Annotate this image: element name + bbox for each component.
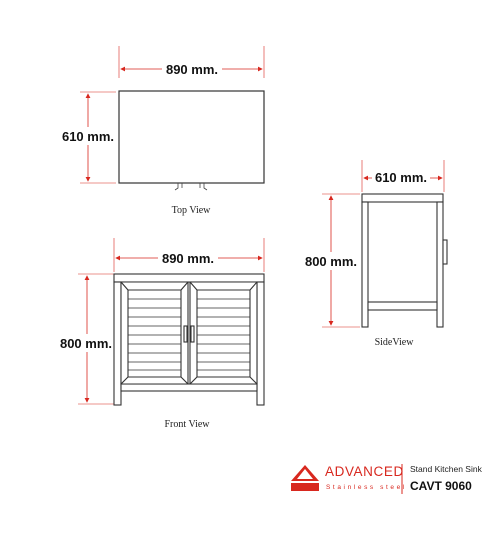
product-model: CAVT 9060 — [410, 479, 472, 493]
top-view-width-label: 890 mm. — [165, 62, 219, 77]
top-view-depth-label: 610 mm. — [61, 129, 115, 144]
left-door-louvers — [128, 299, 181, 370]
top-view-faucet-icon — [175, 183, 207, 190]
brand-name: ADVANCED — [325, 464, 404, 479]
top-view-caption: Top View — [171, 205, 211, 216]
side-view-caption: SideView — [374, 337, 414, 348]
right-door-handle — [191, 326, 194, 342]
front-view-caption: Front View — [164, 419, 210, 430]
front-view-cabinet — [114, 274, 264, 405]
side-view — [302, 160, 447, 348]
brand-tagline: Stainless steel — [326, 484, 407, 491]
side-view-height-label: 800 mm. — [304, 254, 358, 269]
side-view-depth-label: 610 mm. — [374, 170, 428, 185]
side-view-handle — [443, 240, 447, 264]
left-door — [121, 282, 188, 384]
product-name: Stand Kitchen Sink — [410, 464, 482, 474]
front-view-width-label: 890 mm. — [161, 251, 215, 266]
side-view-cabinet — [362, 194, 447, 327]
left-door-handle — [184, 326, 187, 342]
brand-block — [290, 463, 483, 494]
brand-logo — [290, 463, 320, 493]
front-view-height-label: 800 mm. — [59, 336, 113, 351]
front-view — [56, 238, 264, 430]
right-door-louvers — [197, 299, 250, 370]
top-view — [58, 46, 264, 216]
top-view-outline — [119, 91, 264, 183]
right-door — [190, 282, 257, 384]
